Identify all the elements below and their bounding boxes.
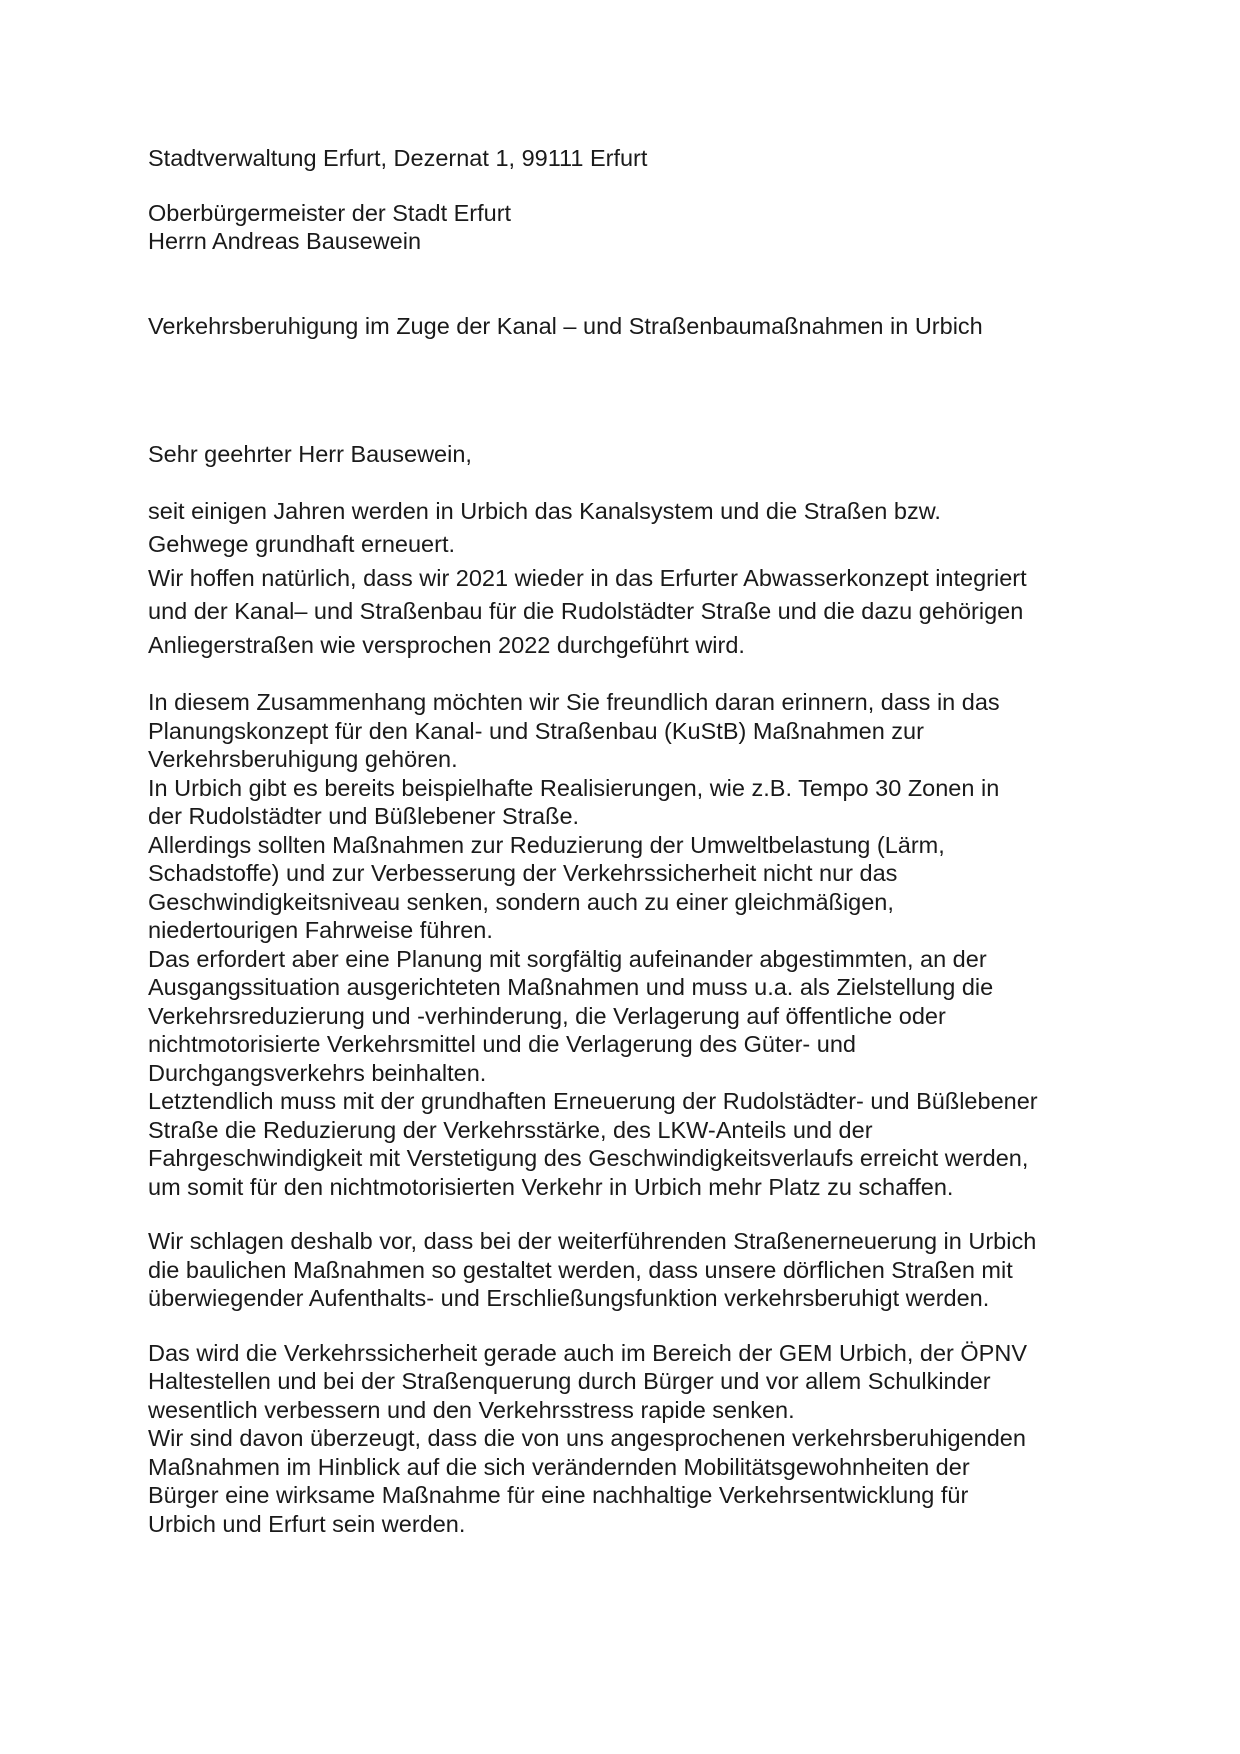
- text-line: Fahrgeschwindigkeit mit Verstetigung des Geschwindigkeitsverlaufs erreicht werden,: [148, 1145, 1029, 1171]
- text-line: Straße die Reduzierung der Verkehrsstärke, des LKW-Anteils und der: [148, 1116, 873, 1143]
- text-line: seit einigen Jahren werden in Urbich das Kanalsystem und die Straßen bzw.: [148, 497, 941, 524]
- text-line: niedertourigen Fahrweise führen.: [148, 917, 493, 943]
- recipient-line: Oberbürgermeister der Stadt Erfurt: [148, 199, 512, 226]
- text-line: Schadstoffe) und zur Verbesserung der Verkehrssicherheit nicht nur das: [148, 860, 898, 886]
- text-line: und der Kanal– und Straßenbau für die Rudolstädter Straße und die dazu gehörigen: [148, 598, 1024, 624]
- text-line: wesentlich verbessern und den Verkehrsstress rapide senken.: [148, 1396, 795, 1423]
- text-line: der Rudolstädter und Büßlebener Straße.: [148, 803, 580, 829]
- subject-line: Verkehrsberuhigung im Zuge der Kanal – und Straßenbaumaßnahmen in Urbich: [148, 312, 983, 339]
- text-line: Wir sind davon überzeugt, dass die von uns angesprochenen verkehrsberuhigenden: [148, 1425, 1026, 1451]
- text-line: Das wird die Verkehrssicherheit gerade auch im Bereich der GEM Urbich, der ÖPNV: [148, 1339, 1028, 1366]
- text-line: Ausgangssituation ausgerichteten Maßnahmen und muss u.a. als Zielstellung die: [148, 974, 994, 1000]
- text-line: Planungskonzept für den Kanal- und Straßenbau (KuStB) Maßnahmen zur: [148, 717, 924, 744]
- text-line: Verkehrsreduzierung und -verhinderung, die Verlagerung auf öffentliche oder: [148, 1002, 946, 1029]
- paragraph: [148, 1339, 1108, 1539]
- paragraph: [148, 1227, 1108, 1313]
- text-line: Gehwege grundhaft erneuert.: [148, 531, 456, 557]
- text-line: die baulichen Maßnahmen so gestaltet werden, dass unsere dörflichen Straßen mit: [148, 1256, 1013, 1283]
- text-line: Haltestellen und bei der Straßenquerung durch Bürger und vor allem Schulkinder: [148, 1368, 991, 1394]
- paragraph: [148, 688, 1108, 1201]
- sender-line: Stadtverwaltung Erfurt, Dezernat 1, 99111 Erfurt: [148, 145, 648, 171]
- text-line: Verkehrsberuhigung gehören.: [148, 746, 458, 772]
- text-line: Geschwindigkeitsniveau senken, sondern auch zu einer gleichmäßigen,: [148, 888, 894, 915]
- text-line: Allerdings sollten Maßnahmen zur Reduzierung der Umweltbelastung (Lärm,: [148, 831, 945, 858]
- text-line: Anliegerstraßen wie versprochen 2022 durchgeführt wird.: [148, 631, 745, 658]
- text-line: Das erfordert aber eine Planung mit sorgfältig aufeinander abgestimmten, an der: [148, 945, 987, 972]
- recipient-address: [148, 199, 1108, 256]
- text-line: Letztendlich muss mit der grundhaften Erneuerung der Rudolstädter- und Büßlebener: [148, 1088, 1038, 1114]
- text-line: In Urbich gibt es bereits beispielhafte Realisierungen, wie z.B. Tempo 30 Zonen in: [148, 774, 1000, 801]
- text-line: Wir hoffen natürlich, dass wir 2021 wieder in das Erfurter Abwasserkonzept integriert: [148, 564, 1027, 591]
- salutation: Sehr geehrter Herr Bausewein,: [148, 441, 472, 467]
- text-line: Wir schlagen deshalb vor, dass bei der weiterführenden Straßenerneuerung in Urbich: [148, 1228, 1037, 1254]
- text-line: Bürger eine wirksame Maßnahme für eine nachhaltige Verkehrsentwicklung für: [148, 1482, 969, 1508]
- recipient-line: Herrn Andreas Bausewein: [148, 228, 422, 254]
- paragraph: [148, 495, 1108, 663]
- text-line: nichtmotorisierte Verkehrsmittel und die Verlagerung des Güter- und: [148, 1031, 856, 1057]
- text-line: um somit für den nichtmotorisierten Verkehr in Urbich mehr Platz zu schaffen.: [148, 1173, 954, 1200]
- text-line: überwiegender Aufenthalts- und Erschließungsfunktion verkehrsberuhigt werden.: [148, 1285, 990, 1311]
- text-line: Urbich und Erfurt sein werden.: [148, 1510, 466, 1537]
- text-line: Maßnahmen im Hinblick auf die sich verändernden Mobilitätsgewohnheiten der: [148, 1453, 970, 1480]
- text-line: Durchgangsverkehrs beinhalten.: [148, 1059, 487, 1086]
- letter-body: [148, 144, 1108, 1538]
- text-line: In diesem Zusammenhang möchten wir Sie freundlich daran erinnern, dass in das: [148, 689, 1000, 715]
